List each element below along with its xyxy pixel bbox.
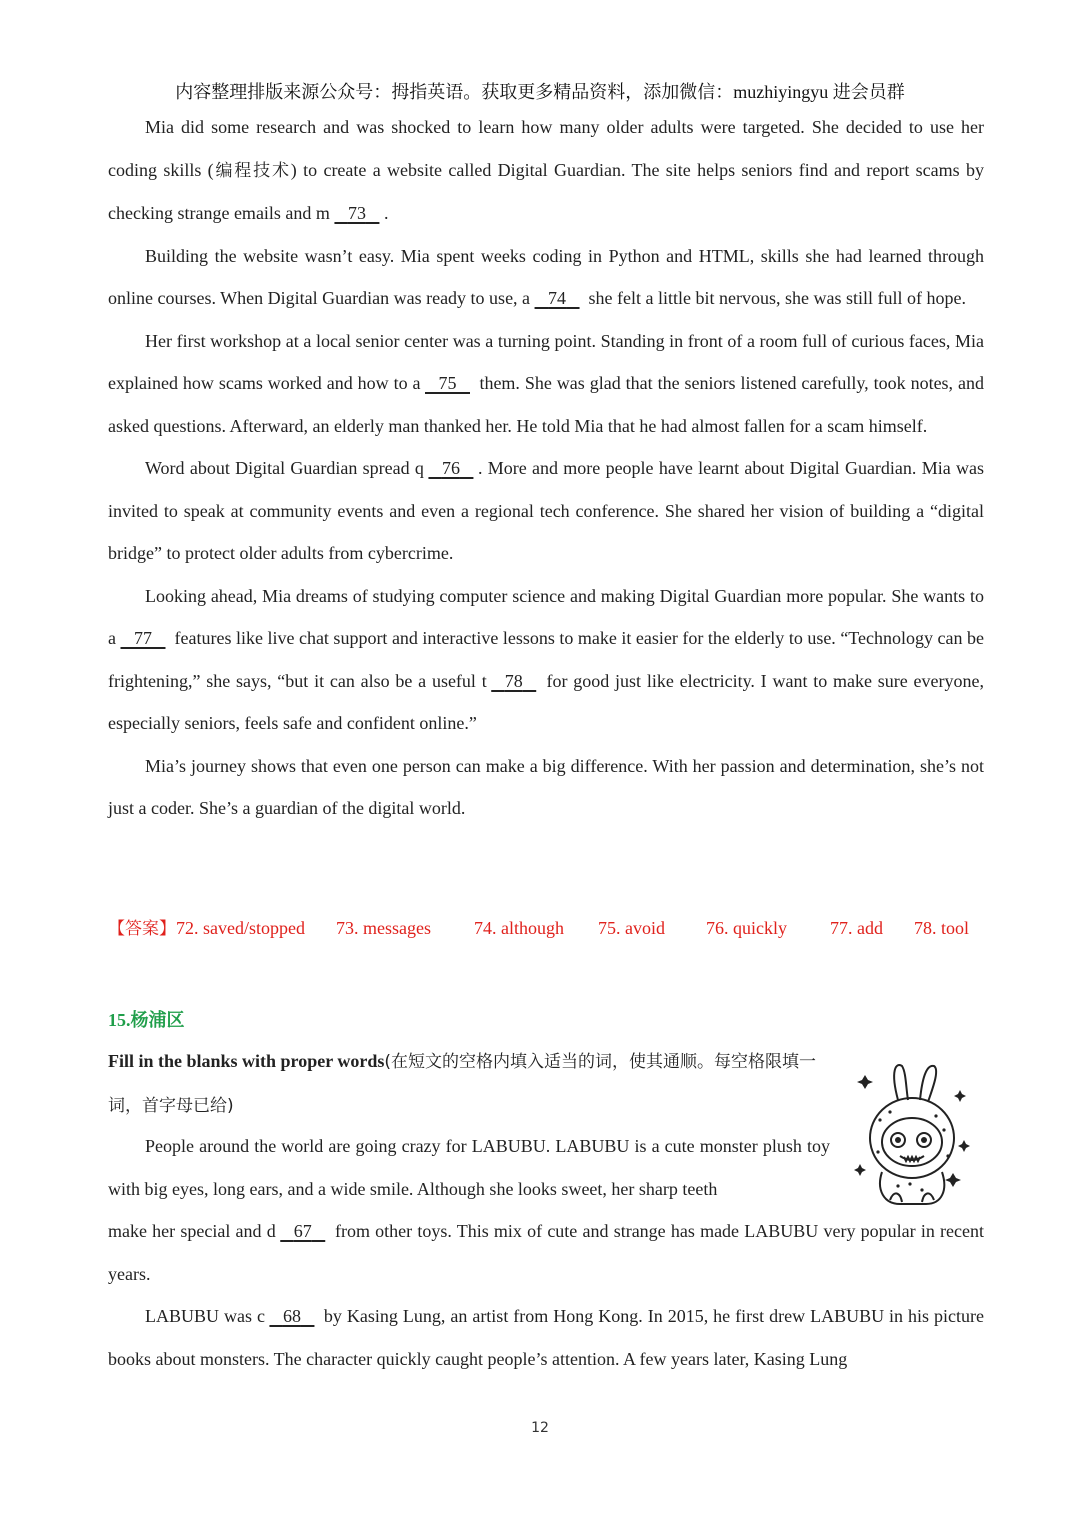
blank-67: 67 (293, 1221, 312, 1241)
paragraph-2 (108, 1295, 984, 1380)
text-run: for good just like electricity. I want to make sure everyone, especially seniors, feels safe and confident online.” (108, 670, 984, 733)
answer-item: 76. quickly (706, 918, 787, 938)
paragraph-1 (108, 1125, 984, 1295)
answer-item: 78. tool (914, 918, 970, 938)
text-run: ) to create a website called Digital Guardian. The site helps seniors find and report scams by checking strange emails and m (108, 159, 984, 223)
page-header: 内容整理排版来源公众号：拇指英语。获取更多精品资料，添加微信：muzhiyingyu 进会员群 (175, 82, 905, 102)
blank-74: 74 (548, 288, 567, 308)
answer-item: 72. saved/stopped (176, 918, 305, 938)
text-run: from other toys. This mix of cute and strange has made LABUBU very popular in recent years. (108, 1221, 984, 1284)
paragraph-6: Mia’s journey shows that even one person can make a big difference. With her passion and determination, she’s not just a coder. She’s a guardian of the digital world. (108, 755, 984, 818)
blank-75: 75 (438, 373, 457, 393)
chinese-gloss: 编程技术 (213, 160, 291, 181)
text-run: make her special and d (108, 1221, 276, 1241)
instruction-english: Fill in the blanks with proper words (108, 1051, 385, 1071)
text-run: People around the world are going crazy for LABUBU. LABUBU is a cute monster plush toy with big eyes, long ears, and a wide smile. Although she looks sweet, her sharp teeth (108, 1136, 830, 1199)
page-number: 12 (531, 1420, 549, 1436)
blank-77: 77 (134, 628, 152, 648)
answer-item: 77. add (830, 918, 883, 938)
blank-78: 78 (504, 670, 523, 691)
text-run: Looking ahead, Mia dreams of studying computer science and making Digital Guardian more popular. She wants to a (108, 585, 984, 648)
instruction-chinese: (在短文的空格内填入适当的词，使其通顺。每空格限填一词，首字母已给) (108, 1052, 817, 1116)
text-run: LABUBU was c (145, 1306, 265, 1326)
text-run: them. She was glad that the seniors listened carefully, took notes, and asked questions. Afterward, an elderly man thanked her. He told Mia that he had almost fallen for a scam himself. (108, 373, 984, 436)
answer-item: 73. messages (336, 918, 431, 938)
text-run: Building the website wasn’t easy. Mia spent weeks coding in Python and HTML, skills she had learned through online courses. When Digital Guardian was ready to use, a (108, 245, 984, 308)
answer-item: 75. avoid (598, 918, 665, 938)
paragraph-2 (108, 235, 984, 320)
instructions (108, 1040, 838, 1127)
text-run: features like live chat support and interactive lessons to make it easier for the elderly to use. “Technology can be frightening,” she says, “but it can also be a useful t (108, 628, 984, 691)
section-title: 15.杨浦区 (108, 1010, 185, 1030)
text-run: she felt a little bit nervous, she was still full of hope. (584, 288, 966, 308)
paragraph-1 (108, 106, 984, 235)
blank-73: 73 (347, 203, 366, 223)
blank-76: 76 (441, 458, 460, 478)
paragraph-4 (108, 447, 984, 575)
text-run: Word about Digital Guardian spread q (145, 458, 424, 478)
text-run: . More and more people have learnt about Digital Guardian. Mia was invited to speak at community events and even a regional tech conference. She shared her vision of building a “digital bridge” to protect older adults from cybercrime. (108, 458, 984, 563)
paragraph-3 (108, 320, 984, 448)
answer-key (108, 914, 984, 939)
text-run: Her first workshop at a local senior center was a turning point. Standing in front of a room full of curious faces, Mia explained how scams worked and how to a (108, 330, 984, 393)
paragraph-5 (108, 575, 984, 745)
text-run: . (383, 203, 389, 223)
text-run: Mia did some research and was shocked to learn how many older adults were targeted. She decided to use her coding skills ( (108, 117, 984, 180)
section-2-passage (108, 1125, 984, 1380)
answer-item: 74. although (474, 918, 564, 938)
blank-68: 68 (282, 1306, 301, 1326)
answer-label: 【答案】 (108, 919, 176, 939)
passage-1 (108, 106, 984, 830)
text-run: by Kasing Lung, an artist from Hong Kong. In 2015, he first drew LABUBU in his picture books about monsters. The character quickly caught people’s attention. A few years later, Kasing Lung (108, 1306, 984, 1369)
